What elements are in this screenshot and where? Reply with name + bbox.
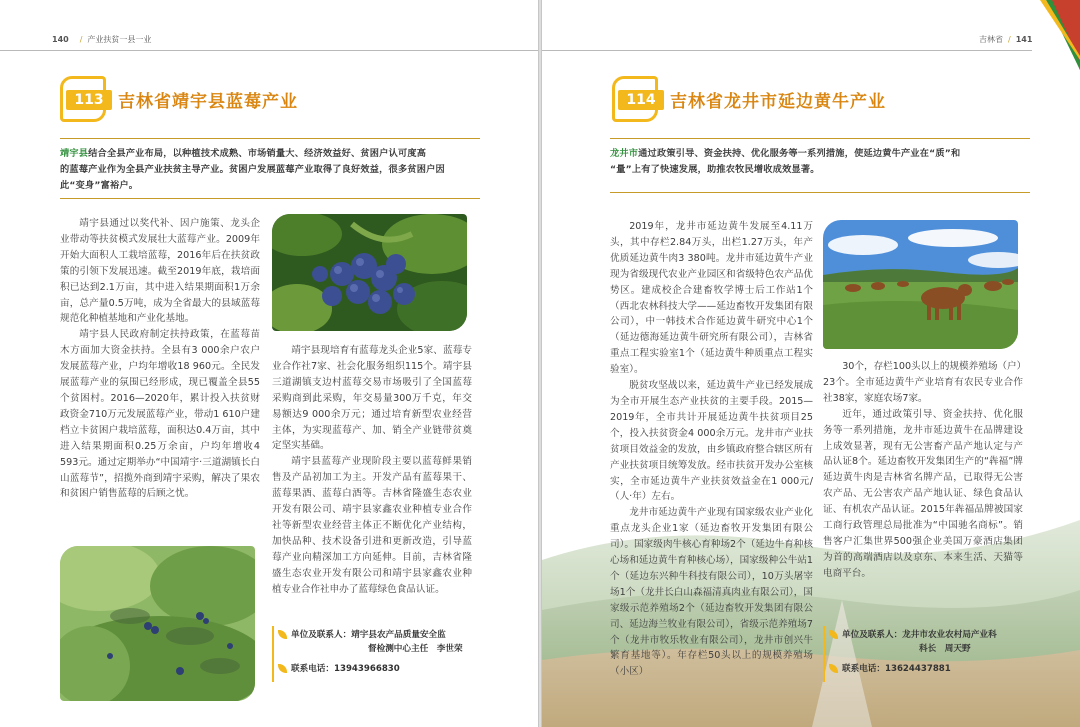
text-line: 开发集团有限公司），中一韩技术合作延边黄 — [610, 300, 814, 328]
text-line: 公司），10万头屠宰场1个（龙井长白山森福 — [610, 570, 813, 598]
left-section-number: 113 — [74, 92, 104, 108]
text-line: 本来生活、天猫等电商平台。 — [823, 551, 1024, 579]
text-line: 年开始大面积人工栽培蓝莓，2016年后在扶贫 — [60, 233, 261, 261]
text-line: 扶贫效益金在1 000元/（人·年）左右。 — [610, 475, 813, 503]
text-line: 市扶贫开发办公室核实，全市延边黄牛产业 — [610, 459, 814, 487]
text-line: 农业经营主体，为实现蓝莓产、加、销全产 — [272, 408, 473, 436]
left-intro-highlight: 靖宇县 — [60, 148, 89, 159]
text-line: 建设上成效显著，现有无公害畜产品产地认 — [823, 424, 1024, 452]
right-contact-box — [823, 626, 1030, 682]
left-contact-phone-label: 联系电话： — [291, 664, 334, 674]
text-line: 顾之忧。 — [155, 488, 195, 500]
text-line: 宇采购，解决了果农和贫困户销售蓝莓的后 — [60, 472, 260, 500]
text-line: 1万余亩，总产量0.5万吨，成为全省最大的县 — [60, 281, 260, 309]
right-contact-phone — [829, 662, 1029, 676]
text-line: 户发展蓝莓产业，户均年增收18 960元。全 — [60, 345, 260, 373]
paragraph — [823, 359, 1027, 407]
left-page-number: 140 — [52, 35, 69, 44]
text-line: 有限公司）。国家级肉牛核心育种场2个（延 — [610, 523, 814, 551]
text-line: 民发展蓝莓产业的氛围已经形成，现已覆盖 — [60, 361, 260, 389]
right-page-number: 141 — [1015, 35, 1033, 44]
text-line: 开发有限公司、靖宇县家鑫农业种植专业合作 — [272, 504, 472, 516]
right-column-2 — [823, 359, 1027, 582]
right-intro-line-2: “量”上有了快速发展，助推农牧民增收成效显著。 — [610, 164, 820, 175]
text-line: （延边畜牧开发集团有限公司、延边海兰牧 — [610, 602, 814, 630]
text-line: 近年，通过政策引导、资金扶持、优化 — [842, 408, 1014, 420]
text-line: 龙井市延边黄牛产业现有国家级农业产 — [629, 507, 794, 519]
left-contact-phone — [278, 662, 478, 676]
left-section-heading — [60, 76, 460, 120]
left-section-title: 吉林省靖宇县蓝莓产业 — [118, 92, 298, 112]
text-line: 黄牛种质重点工程实验室）。 — [610, 348, 814, 376]
text-line: 国家级种公牛站1个（延边东兴种牛科技有限 — [610, 555, 814, 582]
right-intro-line-1: 通过政策引导、资金扶持、优化服务等一系列措施，使延边黄牛产业在“质”和 — [638, 148, 961, 159]
right-intro-rule-top — [610, 138, 1030, 139]
text-line: 靖宇县通过以奖代补、因户施策、龙头企 — [79, 218, 260, 229]
cattle-pasture-illustration — [823, 220, 1018, 349]
text-line: 政策的引领下发展迅速。截至2019年底，栽 — [60, 249, 260, 277]
right-contact-unit — [829, 628, 1029, 656]
text-line: 加快品种、技术设备引进和更新改造，引导蓝 — [272, 535, 472, 547]
right-contact-unit-label: 单位及联系人： — [842, 630, 903, 640]
text-line: 限公司），吉林省重点工程实验室1个（延边 — [610, 332, 814, 360]
leaf-icon — [278, 630, 287, 639]
text-line: 入扶贫财政资金710万元发展蓝莓产业，带 — [60, 392, 260, 420]
yanbian-cattle-photo — [823, 220, 1018, 349]
left-header-rule — [0, 50, 538, 51]
text-line: 农产品优势区。建成校企合建畜牧学博士后 — [610, 268, 814, 296]
right-page — [542, 0, 1080, 727]
text-line: 业有限公司），省级示范养殖场7个（龙井市 — [610, 618, 813, 646]
text-line: “犇福”牌延边黄牛肉是吉林省名牌产品，已 — [823, 456, 1023, 484]
text-line: 展成为全市开展生态产业扶贫的主要手段。 — [610, 380, 814, 407]
text-line: 边牛育种核心场和延边黄牛育种核心场）， — [610, 539, 813, 567]
text-line: 社等新型农业经营主体正不断优化产业结构， — [272, 519, 472, 531]
text-line: 工作站1个（西北农林科技大学——延边畜牧 — [610, 284, 814, 312]
paragraph — [823, 407, 1023, 582]
text-line: 2015—2019年，全市共计开展延边黄牛扶贫 — [610, 395, 813, 423]
right-contact-phone-value: 13624437881 — [884, 664, 951, 674]
paragraph — [272, 343, 472, 454]
paragraph — [272, 454, 472, 597]
right-intro-highlight: 龙井市 — [610, 148, 639, 159]
blueberry-field-illustration — [60, 546, 255, 701]
left-running-title: 产业扶贫一县一业 — [87, 35, 152, 44]
left-intro-line-2: 的蓝莓产业作为全县产业扶贫主导产业。贫困户发展蓝莓产业取得了良好效益，很多贫困户因 — [60, 164, 445, 175]
leaf-icon — [278, 664, 287, 673]
text-line: 克，年交易额达9 000余万元；通过培育新型 — [272, 392, 472, 420]
text-line: 23个。全市延边黄牛产业培育有农民专业合 — [823, 376, 1014, 388]
text-line: 域蓝莓规范化种植基地和产业化基地。 — [60, 297, 260, 325]
text-line: 30个，存栏100头以上的规模养殖场（户） — [842, 361, 1027, 372]
text-line: 牧乐牧业有限公司），龙井市创兴牛繁育基地 — [610, 634, 814, 662]
left-intro-line-1: 结合全县产业布局，以种植技术成熟、市场销量大、经济效益好、贫困户认可度高 — [88, 148, 427, 159]
text-line: 全县55个贫困村。2016—2020年，累计投 — [60, 377, 260, 404]
text-line: 服务等一系列措施，龙井市延边黄牛在品牌 — [823, 408, 1023, 436]
text-line: 牛研究中心1个（延边德海延边黄牛研究所有 — [610, 316, 814, 344]
right-contact-phone-label: 联系电话： — [842, 664, 885, 674]
right-intro — [610, 146, 1030, 178]
right-section-number: 114 — [626, 92, 656, 108]
text-line: 靖宇县现培育有蓝莓龙头企业5家、蓝莓 — [291, 345, 463, 356]
left-contact-unit-line-1: 靖宇县农产品质量安全监 — [351, 630, 446, 640]
paragraph — [610, 219, 813, 378]
text-line: 国驰名商标”。销售客户汇集世界500强企业 — [823, 520, 1023, 547]
blueberry-illustration — [272, 214, 467, 331]
text-line: 苗木方面加大资金扶持。全县有3 000余户农 — [60, 329, 260, 357]
text-line: 头，其中存栏2.84万头，出栏1.27万头，年 — [610, 236, 804, 248]
paragraph — [60, 327, 260, 502]
text-line: 美国万豪酒店集团为首的高端酒店以及京东、 — [823, 535, 1023, 563]
text-line: 定与产品认证8个。延边畜牧开发集团生产的 — [823, 440, 1024, 468]
text-line: 福品牌被国家工商行政管理总局批准为“中 — [823, 504, 1024, 532]
text-line: 清真肉业有限公司），国家级示范养殖场2个 — [610, 586, 813, 614]
leaf-icon — [829, 664, 838, 673]
left-intro — [60, 146, 480, 194]
right-running-header: 吉林省 / 141 — [979, 35, 1033, 44]
right-contact-unit-line-1: 龙井市农业农村局产业科 — [902, 630, 997, 640]
blueberry-field-photo — [60, 546, 255, 701]
text-line: 宇县三道湖镇支边村蓝莓交易市场吸引了全 — [272, 360, 472, 388]
text-line: 培面积已达到2.1万亩，其中进入结果期面积 — [60, 265, 261, 293]
text-line: 国蓝莓采购商到此采购，年交易量300万千 — [272, 376, 473, 404]
text-line: 井市产业扶贫项目效益金的发放，由乡镇政 — [610, 427, 814, 455]
text-line: 盛生态农业开发有限公司和靖宇县家鑫农业种 — [272, 567, 472, 579]
text-line: 动1 610户建档立卡贫困户栽培蓝莓，面积达 — [60, 408, 260, 436]
text-line: 绿色食品认证、有机农产品认证。2015年犇 — [823, 488, 1024, 516]
text-line: 植专业合作社申办了蓝莓绿色食品认证。 — [272, 583, 445, 595]
text-line: 等）。年存栏50头以上的规模养殖场（小区） — [610, 650, 813, 678]
corner-decoration — [1040, 0, 1080, 75]
left-intro-rule-bottom — [60, 198, 480, 199]
right-section-title: 吉林省龙井市延边黄牛产业 — [670, 92, 886, 112]
text-line: 靖宇县人民政府制定扶持政策，在蓝莓 — [79, 329, 251, 341]
left-intro-rule-top — [60, 138, 480, 139]
right-header-rule — [542, 50, 1032, 51]
left-contact-unit-line-2: 督检测中心主任 李世荣 — [368, 644, 463, 654]
right-intro-rule-bottom — [610, 192, 1030, 193]
text-line: 2019年，龙井市延边黄牛发展至4.11万 — [629, 221, 813, 232]
left-column-1 — [60, 216, 260, 502]
blueberry-bush-photo — [272, 214, 467, 331]
left-contact-phone-value: 13943966830 — [333, 664, 400, 674]
text-line: 户均年增收4 593元。通过定期举办“中国靖 — [60, 440, 260, 468]
left-contact-unit — [278, 628, 478, 656]
left-column-2 — [272, 343, 472, 598]
text-line: 蓝莓果酒、蓝莓白酒等。吉林省隆盛生态农业 — [272, 488, 472, 500]
text-line: 项目25个，投入扶贫资金4 000余万元。龙 — [610, 411, 813, 439]
leaf-icon — [829, 630, 838, 639]
text-line: 业链带贫奠定坚实基础。 — [272, 424, 473, 452]
text-line: 产优质延边黄牛肉3 380吨。龙井市延边黄牛 — [610, 236, 813, 264]
left-running-header: 140 / 产业扶贫一县一业 — [52, 35, 152, 44]
left-contact-box — [272, 626, 479, 682]
text-line: 府整合辖区所有产业扶贫项目统筹发放。经 — [610, 443, 814, 471]
left-intro-line-3: 此“变身”富裕户。 — [60, 180, 139, 191]
text-line: 产业现为省级现代农业产业园区和省级特色 — [610, 252, 814, 280]
text-line: 业带动等扶贫模式发展壮大蓝莓产业。2009 — [60, 233, 251, 245]
text-line: 脱贫攻坚战以来，延边黄牛产业已经发 — [629, 380, 794, 392]
text-line: 莓产业向精深加工方向延伸。目前，吉林省隆 — [272, 551, 472, 563]
text-line: 售及产品初加工为主。开发产品有蓝莓果干、 — [272, 472, 472, 484]
right-contact-unit-line-2: 科长 周天野 — [919, 644, 971, 654]
text-line: 专业合作社7家、社会化服务组织115个。靖 — [272, 345, 472, 372]
text-line: 作社38家，家庭农场7家。 — [823, 376, 1023, 404]
text-line: 业化重点龙头企业1家（延边畜牧开发集团 — [610, 507, 814, 535]
paragraph — [60, 216, 260, 327]
right-running-title: 吉林省 — [979, 35, 1003, 44]
paragraph — [610, 505, 813, 680]
left-page — [0, 0, 538, 727]
left-contact-unit-label: 单位及联系人： — [291, 630, 352, 640]
text-line: 靖宇县蓝莓产业现阶段主要以蓝莓鲜果销 — [291, 456, 472, 468]
text-line: 取得无公害农产品、无公害农产品产地认证、 — [823, 472, 1024, 500]
right-column-1 — [610, 219, 813, 680]
paragraph — [610, 378, 813, 505]
right-section-heading — [612, 76, 1032, 120]
text-line: 宇·三道湖镇长白山蓝莓节”，招揽外商到靖 — [60, 456, 260, 484]
text-line: 0.4万亩，其中进入结果期面积0.25万余亩， — [60, 424, 260, 452]
